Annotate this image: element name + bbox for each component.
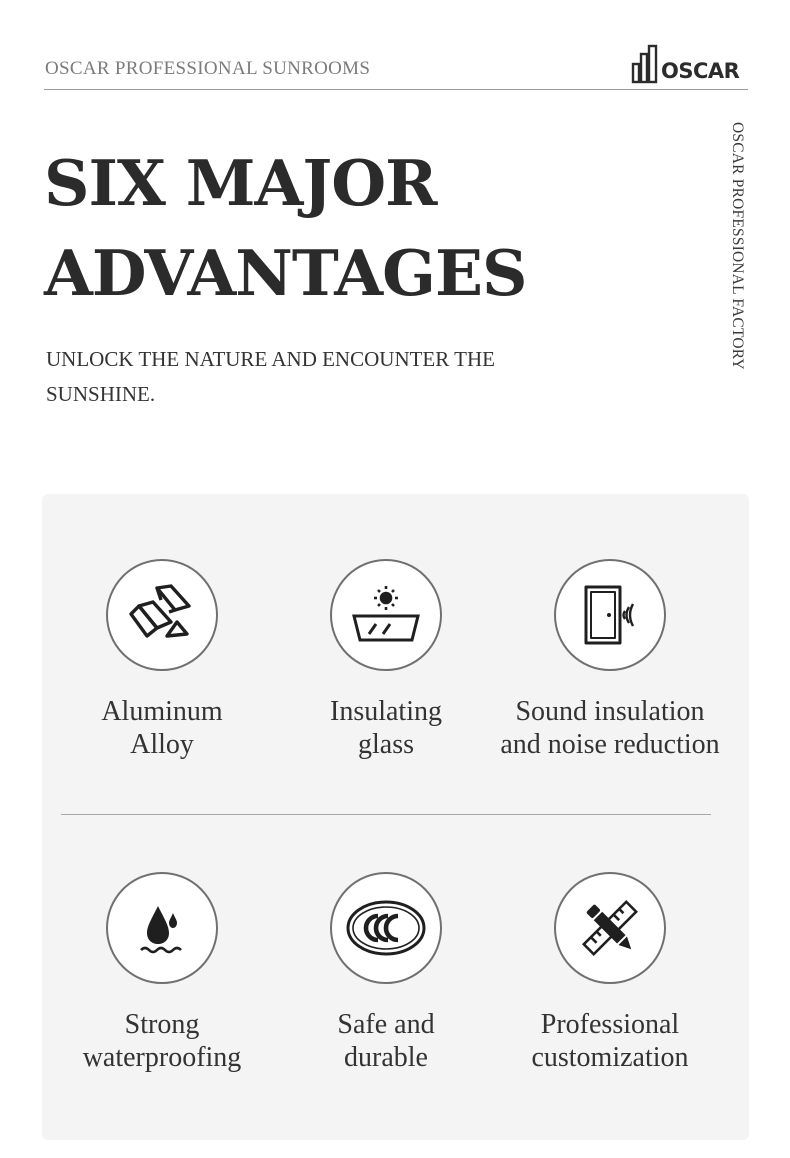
feature-sound-insulation bbox=[490, 559, 730, 761]
header-tagline: OSCAR PROFESSIONAL SUNROOMS bbox=[45, 58, 371, 79]
feature-icon-circle bbox=[554, 872, 666, 984]
feature-icon-circle bbox=[554, 559, 666, 671]
feature-icon-circle bbox=[330, 559, 442, 671]
feature-icon-circle bbox=[106, 559, 218, 671]
feature-aluminum-alloy bbox=[42, 559, 282, 761]
feature-icon-circle bbox=[330, 872, 442, 984]
feature-customization bbox=[490, 872, 730, 1074]
feature-label: Insulating glass bbox=[330, 696, 442, 760]
oscar-logo bbox=[631, 44, 739, 84]
side-vertical-text: OSCAR PROFESSIONAL FACTORY bbox=[729, 122, 746, 370]
page-title bbox=[44, 138, 527, 318]
features-divider bbox=[61, 814, 711, 815]
aluminum-ingots-icon bbox=[121, 582, 203, 648]
feature-waterproofing bbox=[42, 872, 282, 1074]
pencil-ruler-icon bbox=[578, 896, 642, 960]
feature-label: Professional customization bbox=[531, 1009, 689, 1073]
header-divider bbox=[44, 89, 748, 90]
feature-safe-durable bbox=[266, 872, 506, 1074]
door-sound-icon bbox=[578, 583, 642, 647]
building-logo-icon bbox=[631, 44, 659, 84]
feature-icon-circle bbox=[106, 872, 218, 984]
insulating-glass-icon bbox=[349, 584, 423, 646]
page-subtitle: UNLOCK THE NATURE AND ENCOUNTER THE SUNSHINE. bbox=[46, 347, 495, 406]
feature-label: Safe and durable bbox=[337, 1009, 435, 1073]
ccc-certification-icon bbox=[344, 898, 428, 958]
feature-label: Aluminum Alloy bbox=[101, 696, 223, 760]
water-drop-icon bbox=[132, 898, 192, 958]
feature-label: Sound insulation and noise reduction bbox=[500, 696, 720, 760]
feature-insulating-glass bbox=[266, 559, 506, 761]
feature-label: Strong waterproofing bbox=[82, 1009, 242, 1073]
title-line-2: ADVANTAGES bbox=[44, 236, 527, 310]
logo-text: OSCAR bbox=[661, 59, 740, 83]
title-line-1: SIX MAJOR bbox=[44, 146, 437, 220]
